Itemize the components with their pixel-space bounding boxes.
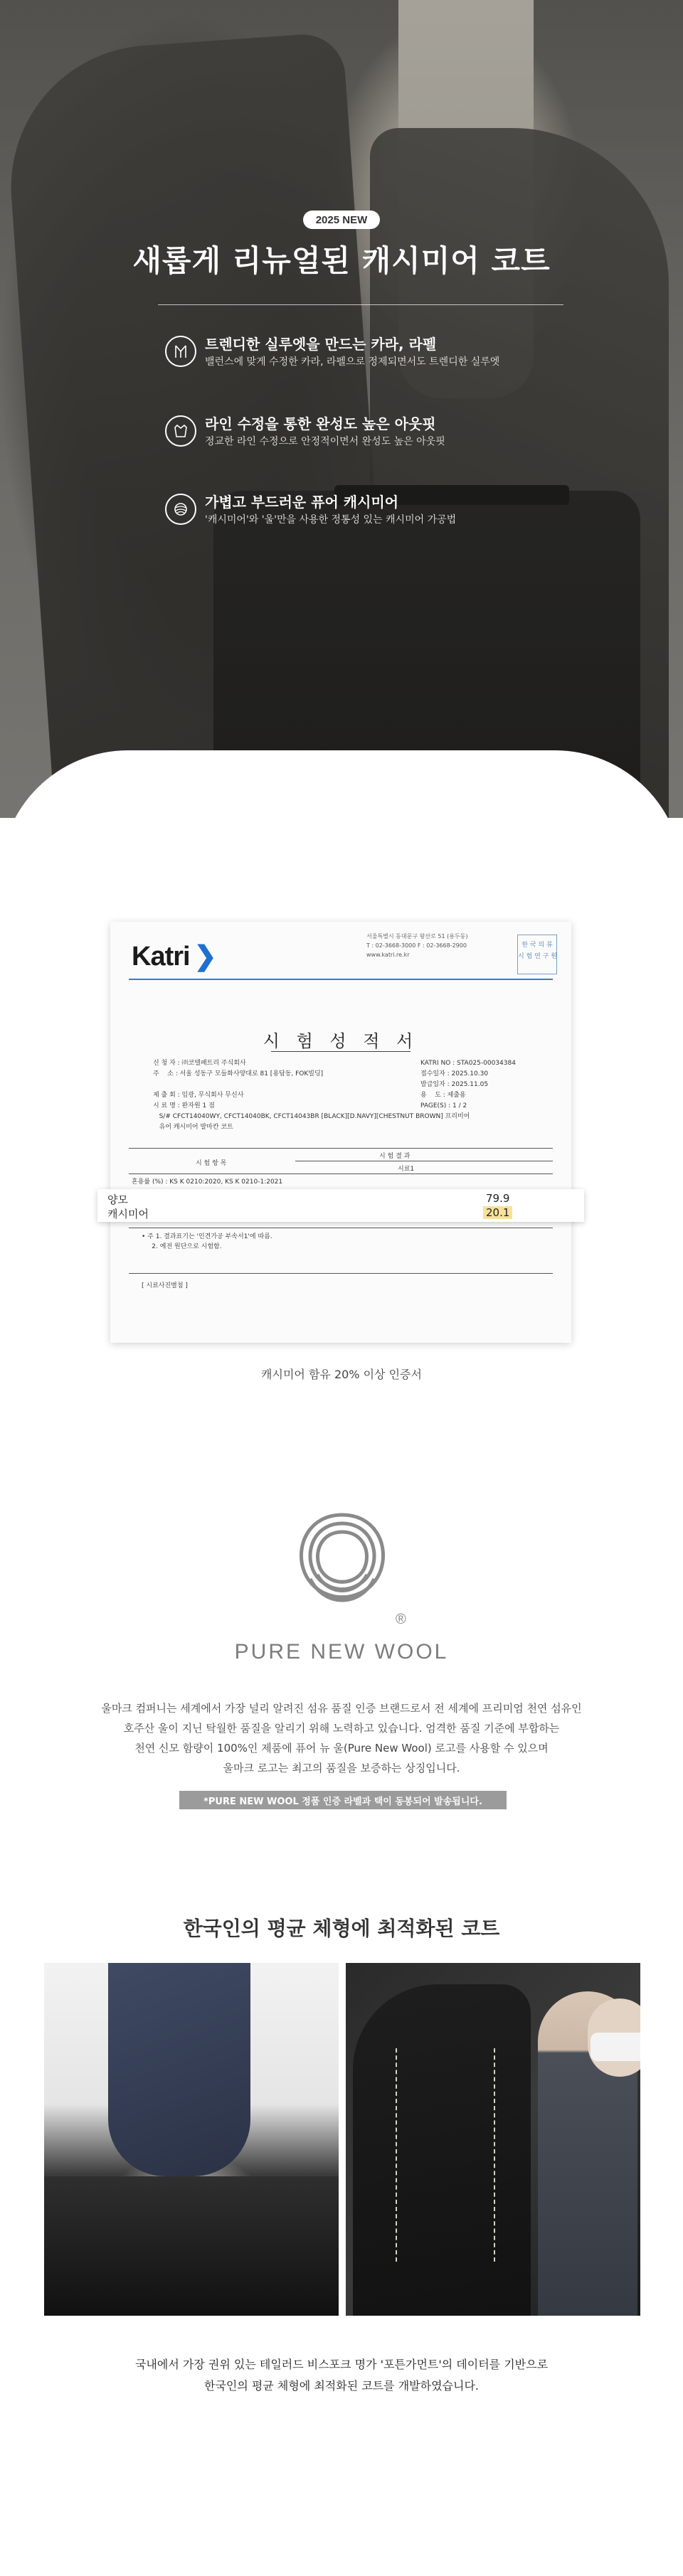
tailor-person	[538, 1991, 637, 2316]
table-rule	[129, 1173, 553, 1174]
hero-title: 새롭게 리뉴얼된 캐시미어 코트	[132, 243, 551, 278]
tailoring-description: 국내에서 가장 권위 있는 테일러드 비스포크 명가 '포튼가먼트'의 데이터를 기반으로 한국인의 평균 체형에 최적화된 코트를 개발하였습니다.	[134, 2358, 549, 2393]
tailor-figure	[108, 1963, 250, 2176]
table-rule	[129, 1148, 553, 1149]
fabric-on-table	[44, 2176, 339, 2316]
table-rule	[129, 1273, 553, 1274]
item-header: 시 험 항 목	[196, 1160, 227, 1167]
hero-divider	[158, 304, 563, 305]
collar-icon	[165, 336, 196, 367]
katri-logo: Katri ❯	[132, 942, 216, 972]
feature-collar	[165, 333, 592, 376]
certificate-info-left: 신 청 자 : ㈜코텔패트리 주식회사 주 소 : 서울 성동구 모들화사양대로 81 [용답동, FOK빌딩] 제 출 회 : 임광, 무식회사 무신사 시 료 명 : 완자원 1 점 S/# CFCT14040WY, CFCT14040BK, CFCT14043BR [BLACK][D.NAVY][CHESTNUT BROWN] 프리미어 유어 캐시미어 발마칸 코트	[153, 1060, 470, 1131]
test-standard: 혼용률 (%) : KS K 0210:2020, KS K 0210-1:2021	[132, 1178, 283, 1186]
test-certificate	[107, 922, 571, 1343]
title-underline	[271, 1051, 411, 1052]
feature-title: 가볍고 부드러운 퓨어 캐시미어	[205, 494, 399, 511]
hero-bottom-curve	[0, 750, 683, 818]
woolmark-description: 울마크 컴퍼니는 세계에서 가장 널리 알려진 섬유 품질 인증 브랜드로서 전 세계에 프리미엄 천연 섬유인 호주산 울이 지닌 탁월한 품질을 알리기 위해 노력하고 있습니다. 엄격한 품질 기준에 부합하는 천연 신모 함량이 100%인 제품에 퓨어 뉴 울(Pure New Wool) 로고를 사용할 수 있으며 울마크 로고는 최고의 품질을 보증하는 상징입니다.	[101, 1702, 582, 1774]
tailoring-photo-measure	[44, 1963, 339, 2316]
basting-stitch	[396, 2048, 495, 2262]
photo-attached-note: [ 시료사진별첨 ]	[142, 1282, 188, 1289]
face-mask	[591, 2033, 640, 2061]
composition-highlight	[97, 1189, 584, 1222]
sample-label: 시료1	[398, 1166, 415, 1173]
certificate-info-right: KATRI NO : STA025-00034384 접수일자 : 2025.10.30 발급일자 : 2025.11.05 용 도 : 제출용 PAGE(S) : 1 / 2	[420, 1060, 516, 1109]
certificate-title: 시 험 성 적 서	[263, 1031, 419, 1051]
woolmark-logo	[282, 1501, 403, 1622]
tailoring-photo-fitting	[346, 1963, 640, 2316]
row-label-wool: 양모	[107, 1193, 128, 1206]
result-header: 시 험 결 과	[379, 1153, 411, 1160]
certificate-caption: 캐시미어 함유 20% 이상 인증서	[261, 1368, 422, 1381]
tailoring-section	[0, 1913, 683, 2496]
certificate-address: 서울특별시 동대문구 왕산로 51 (용두동) T : 02-3668-3000 F : 02-3668-2900 www.katri.re.kr	[366, 933, 468, 958]
row-value-wool: 79.9	[486, 1192, 510, 1205]
yarn-icon	[165, 494, 196, 525]
new-badge: 2025 NEW	[303, 211, 380, 229]
woolmark-name: PURE NEW WOOL	[234, 1640, 449, 1664]
feature-cashmere	[165, 491, 592, 533]
feature-desc: 밸런스에 맞게 수정한 카라, 라펠으로 정제되면서도 트렌디한 실루엣	[205, 356, 500, 368]
hero-banner	[0, 0, 683, 818]
certificate-stamp: 한 국 의 류 시 험 연 구 원	[517, 935, 557, 974]
feature-fit	[165, 413, 592, 455]
header-rule	[129, 979, 553, 980]
hero-overlay	[0, 0, 683, 818]
certificate-section	[0, 818, 683, 1415]
woolmark-section	[0, 1501, 683, 1956]
row-value-cashmere: 20.1	[483, 1206, 512, 1219]
registered-mark: ®	[396, 1612, 406, 1627]
tailoring-title: 한국인의 평균 체형에 최적화된 코트	[183, 1917, 500, 1940]
certificate-notes: • 주 1. 결과표기는 '인견가공 부속서1'에 따름. 2. 예전 원단으로 시험함.	[142, 1233, 272, 1250]
woolmark-label-note: *PURE NEW WOOL 정품 인증 라벨과 택이 동봉되어 발송됩니다.	[179, 1791, 507, 1809]
coat-fit-icon	[165, 415, 196, 447]
row-label-cashmere: 캐시미어	[107, 1208, 149, 1220]
feature-desc: '캐시미어'와 '울'만을 사용한 정통성 있는 캐시미어 가공법	[205, 514, 457, 526]
feature-title: 라인 수정을 통한 완성도 높은 아웃핏	[205, 415, 436, 432]
feature-desc: 정교한 라인 수정으로 안정적이면서 완성도 높은 아웃핏	[205, 436, 445, 447]
feature-title: 트렌디한 실루엣을 만드는 카라, 라펠	[205, 336, 437, 353]
